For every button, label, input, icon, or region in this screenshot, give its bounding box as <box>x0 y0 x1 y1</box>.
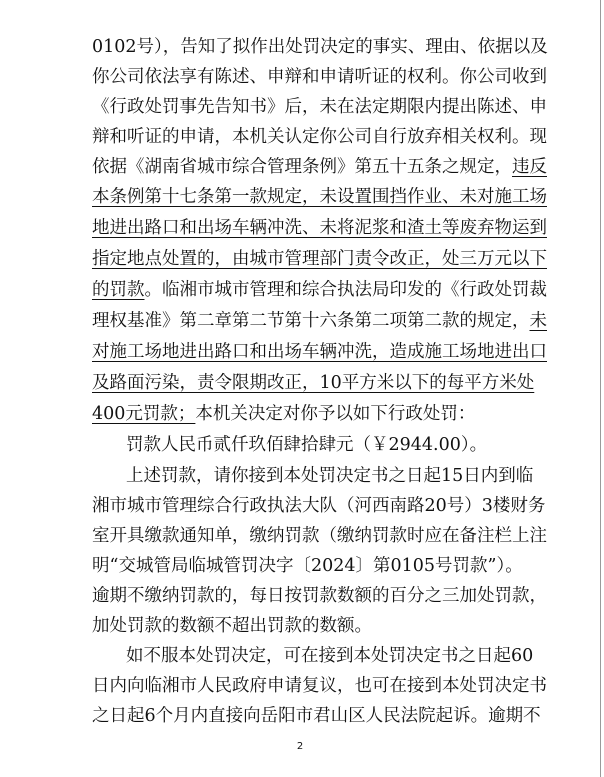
text-segment: 湘市城市管理综合行政执法大队（河西南路20号）3楼财务 <box>92 496 546 516</box>
text-segment: 《行政处罚事先告知书》后，未在法定期限内提出陈述、申 <box>92 97 547 117</box>
underlined-text: 本条例第十七条第一款规定，未设置围挡作业、未对施工场 <box>92 187 547 207</box>
text-line-12 <box>92 373 535 393</box>
text-line-23 <box>92 706 541 726</box>
text-segment: 逾期不缴纳罚款的，每日按罚款数额的百分之三加处罚款， <box>92 586 547 606</box>
text-segment: 理权基准》第二章第二节第十六条第二项第二款的规定， <box>92 311 530 331</box>
text-line-3 <box>92 97 547 117</box>
text-line-1 <box>92 37 548 57</box>
text-segment: 之日起6个月内直接向岳阳市君山区人民法院起诉。逾期不 <box>92 706 541 726</box>
text-segment: 依据《湖南省城市综合管理条例》第五十五条之规定， <box>92 157 512 177</box>
text-line-22 <box>92 676 547 696</box>
text-segment: 。临湘市城市管理和综合执法局印发的《行政处罚裁 <box>144 280 547 300</box>
text-segment: 你公司依法享有陈述、申辩和申请听证的权利。你公司收到 <box>92 67 547 87</box>
text-line-18 <box>92 556 523 576</box>
text-line-20 <box>92 616 516 636</box>
text-line-4 <box>92 127 547 147</box>
text-line-17 <box>92 526 547 546</box>
text-segment: 辩和听证的申请，本机关认定你公司自行放弃相关权利。现 <box>92 127 547 147</box>
page-number: 2 <box>296 741 304 752</box>
text-line-9 <box>92 280 547 300</box>
text-segment: 加处罚款的数额不超出罚款的数额。 <box>92 616 372 636</box>
text-line-2 <box>92 67 547 87</box>
text-line-14 <box>126 435 516 455</box>
page-edge <box>600 0 601 777</box>
text-segment: 上述罚款，请你接到本处罚决定书之日起15日内到临 <box>126 466 534 486</box>
underlined-text: 400元罚款； <box>92 404 196 424</box>
underlined-text: 的罚款 <box>92 280 145 300</box>
text-line-8 <box>92 249 547 269</box>
text-line-11 <box>92 342 547 362</box>
text-line-7 <box>92 218 547 238</box>
text-segment: 明“交城管局临城管罚决字〔2024〕第0105号罚款”）。 <box>92 556 523 576</box>
underlined-text: 对施工场地进出路口和出场车辆冲洗，造成施工场地进出口 <box>92 342 547 362</box>
underlined-text: 及路面污染，责令限期改正，10平方米以下的每平方米处 <box>92 373 535 393</box>
text-line-19 <box>92 586 547 606</box>
underlined-text: 地进出路口和出场车辆冲洗、未将泥浆和渣土等废弃物运到 <box>92 218 547 238</box>
underlined-text: 违反 <box>512 157 547 177</box>
underlined-text: 未 <box>529 311 547 331</box>
text-line-15 <box>126 466 534 486</box>
text-line-6 <box>92 187 547 207</box>
underlined-text: 指定地点处置的，由城市管理部门责令改正，处三万元以下 <box>92 249 547 269</box>
text-segment: 日内向临湘市人民政府申请复议，也可在接到本处罚决定书 <box>92 676 547 696</box>
text-segment: 罚款人民币贰仟玖佰肆拾肆元（￥2944.00）。 <box>126 435 488 455</box>
text-segment: 本机关决定对你予以如下行政处罚： <box>195 404 476 424</box>
text-segment: 室开具缴款通知单，缴纳罚款（缴纳罚款时应在备注栏上注 <box>92 526 547 546</box>
text-line-16 <box>92 496 546 516</box>
text-line-5 <box>92 157 547 177</box>
text-segment: 0102号），告知了拟作出处罚决定的事实、理由、依据以及 <box>92 37 548 57</box>
text-line-10 <box>92 311 547 331</box>
text-line-13 <box>92 404 516 424</box>
text-line-21 <box>126 646 534 666</box>
text-segment: 如不服本处罚决定，可在接到本处罚决定书之日起60 <box>126 646 534 666</box>
